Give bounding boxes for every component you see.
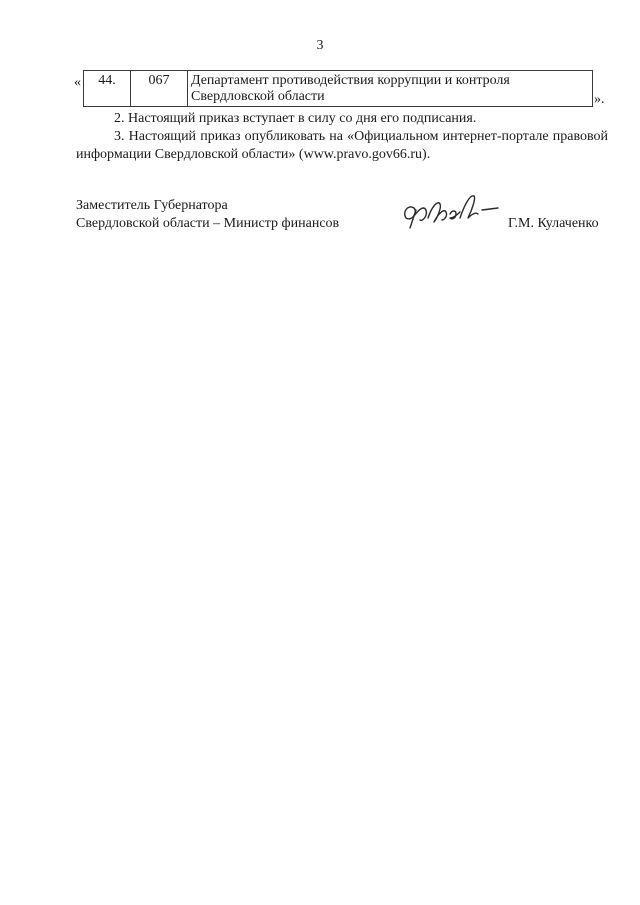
- row-code-cell: 067: [131, 71, 188, 107]
- page-number: 3: [316, 38, 324, 53]
- row-name-cell: Департамент противодействия коррупции и контроля Свердловской области: [188, 71, 593, 107]
- table-row: [84, 71, 593, 107]
- paragraph-2: 2. Настоящий приказ вступает в силу со дня его подписания.: [114, 111, 477, 126]
- signatory-title-line-2: Свердловской области – Министр финансов: [76, 216, 340, 231]
- department-table: [83, 70, 593, 107]
- table-close-quote: ».: [594, 92, 605, 107]
- table-open-quote: «: [74, 75, 81, 90]
- row-number-cell: 44.: [84, 71, 131, 107]
- signatory-name: Г.М. Кулаченко: [508, 216, 599, 231]
- handwritten-signature: [398, 188, 502, 236]
- signatory-title-line-1: Заместитель Губернатора: [76, 198, 228, 213]
- paragraph-3: 3. Настоящий приказ опубликовать на «Официальном интернет-портале правовой информации Свердловской области» (www.pravo.gov66.ru).: [76, 129, 608, 162]
